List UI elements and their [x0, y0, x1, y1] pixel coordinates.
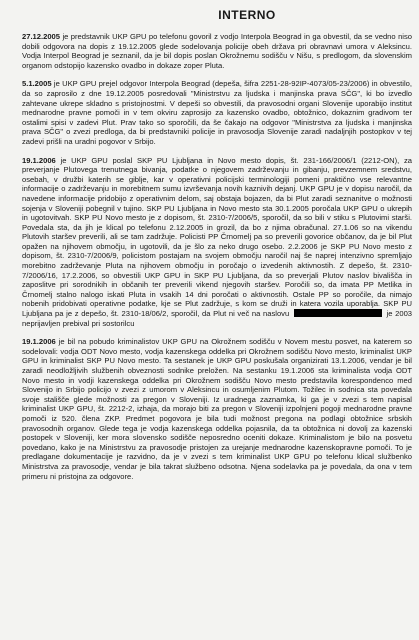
- document-title: INTERNO: [218, 8, 276, 22]
- paragraph-1: [22, 32, 412, 70]
- paragraph-date: 5.1.2005: [22, 79, 52, 89]
- paragraph-date: 19.1.2006: [22, 155, 56, 165]
- paragraph-text: je UKP GPU poslal SKP PU Ljubljana in Novo mesto dopis, št. 231-166/2006/1 (2212-ON), za preverjanje Plutovega trenutnega bivanja, podatke o njegovem zadrževanju in gibanju, prevzemnem sredstvu, osebah, v družbi katerih se giblje, kar v operativni policijski terminologiji pomeni praktično vse relevantne informacije o zadrževanju in morebitnem sumu izvrševanja novih kaznivih dejanj. UKP GPU je v dopisu naročil, da navedene informacije pridobijo z operativnim delom, saj obstaja bojazen, da bi Plut zaradi seznanitve o možnosti sojenja v Sloveniji pobegnil v tujino. SKP PU Ljubljana in Novo mesto sta 30.1.2005 poročala UKP GPU o ukrepih in ugotovitvah. SKP PU Novo mesto je z dopisom, št. 2310-7/2006/5, sporočil, da so bili v stiku s Plutovimi starši. Povedala sta, da jih je klical po telefonu 2.12.2005 in grozil, da bo z njima obračunal. 27.1.06 so na vikendu Plutovih staršev preverili, ali se tam zadržuje. Policisti PP Črnomelj pa so preverili govorice občanov, da je bil Plut opažen na njihovem območju, in ugotovili, da je šlo za neko drugo osebo. 2.2.2006 je SKP PU Novo mesto z dopisom, št. 2310-7/2006/9, policistom postajam na svojem območju naročil naj še naprej intenzivno spremljajo morebitno zadrževanje Pluta na njihovem območju in poročajo o izvedenih aktivnostih. Z depešo, št. 2310-7/2006/16, 17.2.2006, so obvestili UKP GPU in SKP PU Ljubljana, da so preverjali Plutov naslov bivališča in zaposlitve pri sorodnikih in občanih ter preverili vikend njegovih staršev. Poročili so, da imata PP Metlika in Črnomelj stalno nalogo iskati Pluta in vsakih 14 dni poročati o aktivnostih. Ostale PP so poročile, da nimajo nobenih pridobivati operativne podatke, kje se Plut zadržuje, s kom se druži in katera vozila uporablja. SKP PU Ljubljana pa je z depešo, št. 2310-18/06/2, sporočil, da Plut ni več na naslovu: [22, 155, 412, 319]
- paragraph-3: [22, 156, 412, 329]
- paragraph-text: je bil na pobudo kriminalistov UKP GPU na Okrožnem sodišču v Novem mestu posvet, na katerem so sodelovali: vodja ODT Novo mesto, vodja kazenskega oddelka pri Okrožnem sodišču Novo mesto, kriminalist UKP GPU in kriminalist SKP PU Novo mesto. Ta sestanek je UKP GPU poskušala organizirati 13.1.2006, vendar je bil zaradi neodložljivih službenih obveznosti sodnike preložen. Na sestanku 19.1.2006 sta kriminalista vodja ODT Novo mesto in vodji kazenskega oddelka pri Okrožnem sodišču Novo mesto predstavila korespondenco med Slovenijo in Srbijo policijo v zvezi z umorom v Aleksincu in osumljenim Plutom. Tožilec in sodnica sta povedala svoje stališče glede možnosti za pregon v Sloveniji. Iz uradnega zaznamka, ki ga je v zvezi s tem napisal kriminalist UKP GPU, št. 2212-2, izhaja, da morajo biti za pregon v Sloveniji izpolnjeni pogoji mednarodne pravne pomoči iz 520. člena ZKP. Predmet pogovora je bila tudi možnost pregona na podlagi obtožnice srbskih pravosodnih organov. Glede tega je vodja kazenskega oddelka pojasnila, da ta obtožnica ni dovolj za kazenski postopek v Sloveniji, ker mora slovensko sodišče neposredno oceniti dokaze. Kriminalistom je bilo na posvetu povedano, kako je na Ministrstvu za pravosodje pristojen za urejanje mednarodne kazenskopravne pomoči. To je predlagane dokumentacije je razvidno, da je v zvezi s tem kriminalist UKP GPU po telefonu klical službenko Ministrstva za pravosodje, vendar je bila takrat službeno odsotna. Njena sodelavka pa je povedala, da ona v tem primeru ni pristojna za odgovore.: [22, 337, 412, 481]
- paragraph-date: 19.1.2006: [22, 337, 56, 347]
- paragraph-4: [22, 337, 412, 481]
- paragraph-text: je predstavnik UKP GPU po telefonu govoril z vodjo Interpola Beograd in ga obvestil, da se vedno niso dobili odgovora na dopis z 19.12.2005 glede sodelovanja policije obeh država pri obravnavi umora v Aleksincu. Vodja Interpol Beograd je seznanil, da je bil dopis poslan Okrožnemu sodišču v Nišu, s predlogom, da slovenskim organom odstopijo kazensko ovadbo in dokaze zoper Pluta.: [22, 32, 412, 70]
- paragraph-date: 27.12.2005: [22, 32, 61, 41]
- paragraph-text: je UKP GPU prejel odgovor Interpola Beograd (depeša, šifra 2251-28-92IP-4073/05-23/2006) in obvestilo, da so zaprosilo z dne 19.12.2005 posredovali "Ministrstvu za ljudska i manjinska prava SČG", ki bo izvedlo zahtevane ukrepe skladno s pristojnostmi. V depeši so obvestili, da pravosodni organi Slovenije uporabijo institut mednarodne pravne pomoči in v tem okviru zaprosijo za kazensko ovadbo, obtožnico, dokaznim gradivom ter ostalimi spisi v zadevi Plut. Prav tako so sporočili, da še čakajo na odgovor "Ministrstva za ljudska i manjinska prava SČG" o zvezi predloga, da bi predstavniki policije in pravosodja Slovenije zaradi nadaljnjih postopkov v tej zadevi prišli na uradni pogovor v Srbijo.: [22, 79, 412, 146]
- paragraph-text-after-redaction: je 2003 neprijavljen prebival pri sostorilcu: [22, 309, 413, 328]
- redaction-bar: [294, 309, 382, 317]
- paragraph-2: [22, 79, 412, 146]
